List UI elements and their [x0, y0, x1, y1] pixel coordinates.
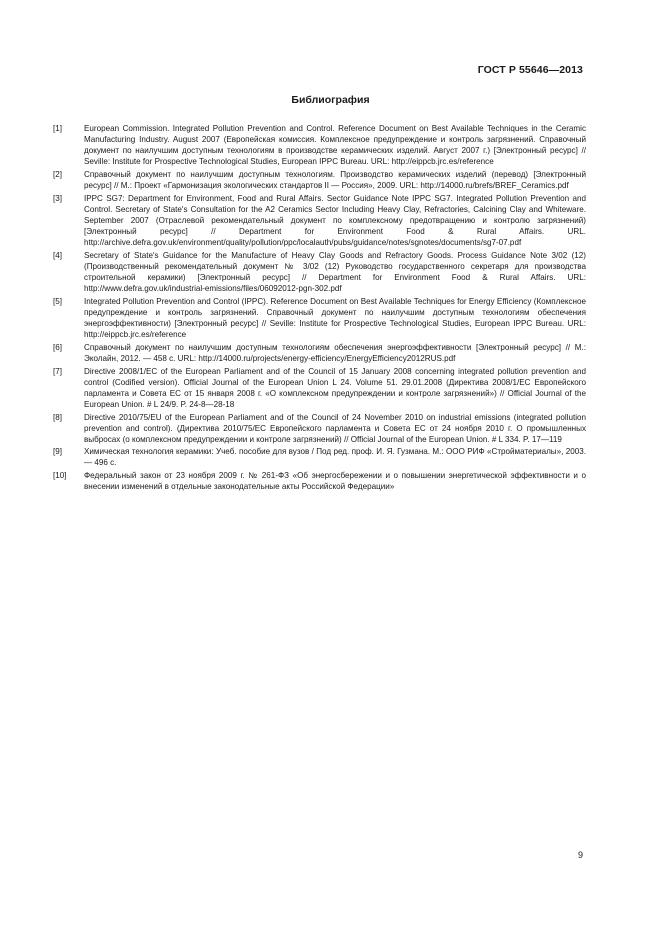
- bibliography-entry: [53, 412, 586, 445]
- bibliography-entry: [53, 470, 586, 492]
- bibliography-entry: [53, 366, 586, 410]
- section-title: Библиография: [291, 94, 370, 106]
- entry-number: [6]: [53, 342, 62, 352]
- entry-text: Справочный документ по наилучшим доступным технологиям обеспечения энергоэффективности [Электронный ресурс] // М.: Эколайн, 2012. — 458 с. URL: http://14000.ru/projects/energy-efficiency/EnergyEfficiency2012RUS.pdf: [84, 342, 586, 363]
- bibliography-entry: [53, 193, 586, 248]
- entry-text: Справочный документ по наилучшим доступным технологиям. Производство керамических изделий (перевод) [Электронный ресурс] // М.: Проект «Гармонизация экологических стандартов II — Россия», 2009. URL: http://14000.ru/brefs/BREF_Ceramics.pdf: [84, 169, 586, 191]
- entry-number: [5]: [53, 296, 62, 306]
- bibliography-entry: [53, 446, 586, 468]
- entry-number: [7]: [53, 366, 62, 376]
- entry-number: [9]: [53, 447, 62, 457]
- entry-text: Химическая технология керамики: Учеб. пособие для вузов / Под ред. проф. И. Я. Гузмана. М.: ООО РИФ «Стройматериалы», 2003. — 496 с.: [84, 447, 586, 468]
- page-number: 9: [577, 850, 583, 860]
- bibliography-list: [53, 123, 586, 494]
- bibliography-entry: [53, 123, 586, 167]
- entry-number: [1]: [53, 124, 62, 133]
- entry-number: [8]: [53, 412, 62, 422]
- entry-number: [4]: [53, 250, 62, 260]
- entry-text: Integrated Pollution Prevention and Control (IPPC). Reference Document on Best Available Techniques for Energy Efficiency (Комплексное предупреждение и контроль загрязнений. Справочный документ по наилучшим доступным технологиям обеспечения энергоэффективности) [Электронный ресурс] // Seville: Institute for Prospective Technological Studies, European IPPC Bureau. URL: http://eippcb.jrc.es/reference: [84, 296, 586, 340]
- bibliography-entry: [53, 250, 586, 294]
- entry-number: [10]: [53, 471, 67, 481]
- bibliography-entry: [53, 296, 586, 340]
- entry-number: [2]: [53, 169, 62, 179]
- standard-designation: ГОСТ Р 55646—2013: [477, 64, 583, 76]
- entry-text: Secretary of State's Guidance for the Manufacture of Heavy Clay Goods and Refractory Goods. Process Guidance Note 3/02 (12) (Производственный рекомендательный документ № 3/02 (12) Руководство государственного секретаря для производства строительной керамики) [Электронный ресурс] // Department for Environment Food & Rural Affairs. URL: http://www.defra.gov.uk/industrial-emissions/files/06092012-pgn-302.pdf: [84, 250, 586, 294]
- bibliography-entry: [53, 342, 586, 364]
- bibliography-entry: [53, 169, 586, 191]
- entry-number: [3]: [53, 193, 62, 203]
- entry-text: IPPC SG7: Department for Environment, Food and Rural Affairs. Sector Guidance Note IPPC SG7. Integrated Pollution Prevention and Control. Secretary of State's Consultation for the A2 Ceramics Sector Including Heavy Clay, Refractories, Calcining Clay and Whiteware. September 2007 (Отраслевой рекомендательный документ по комплексному предотвращению и контролю загрязнений) [Электронный ресурс] // Department for Environment Food & Rural Affairs. URL. http://archive.defra.gov.uk/environment/quality/pollution/ppc/localauth/pubs/guidance/notes/sgnotes/documents/sg7-07.pdf: [84, 193, 586, 248]
- entry-text: European Commission. Integrated Pollution Prevention and Control. Reference Document on Best Available Techniques in the Ceramic Manufacturing Industry. August 2007 (Европейская комиссия. Комплексное предупреждение и контроль загрязнений. Справочный документ по наилучшим доступным технологиям в производстве керамических изделий. Август 2007 г.) [Электронный ресурс] // Seville: Institute for Prospective Technological Studies, European IPPC Bureau. URL: http://eippcb.jrc.es/reference: [84, 124, 586, 167]
- entry-text: Directive 2010/75/EU of the European Parliament and of the Council of 24 November 2010 on industrial emissions (integrated pollution prevention and control). (Директива 2010/75/ЕС Европейского парламента и Совета ЕС от 24 ноября 2010 г. О промышленных выбросах (о комплексном предупреждении и контроле загрязнений) // Official Journal of the European Union. # L 334. P. 17—119: [84, 412, 586, 444]
- entry-text: Directive 2008/1/EC of the European Parliament and of the Council of 15 January 2008 concerning integrated pollution prevention and control (Codified version). Official Journal of the European Union L 24. Volume 51. 29.01.2008 (Директива 2008/1/ЕС Европейского парламента и Совета ЕС от 15 января 2008 г. «О комплексном предупреждении и контроле загрязнений») // Official Journal of the European Union. # L 24/9. P. 24-8—28-18: [84, 366, 586, 409]
- entry-text: Федеральный закон от 23 ноября 2009 г. № 261-ФЗ «Об энергосбережении и о повышении энергетической эффективности и о внесении изменений в отдельные законодательные акты Российской Федерации»: [84, 471, 586, 492]
